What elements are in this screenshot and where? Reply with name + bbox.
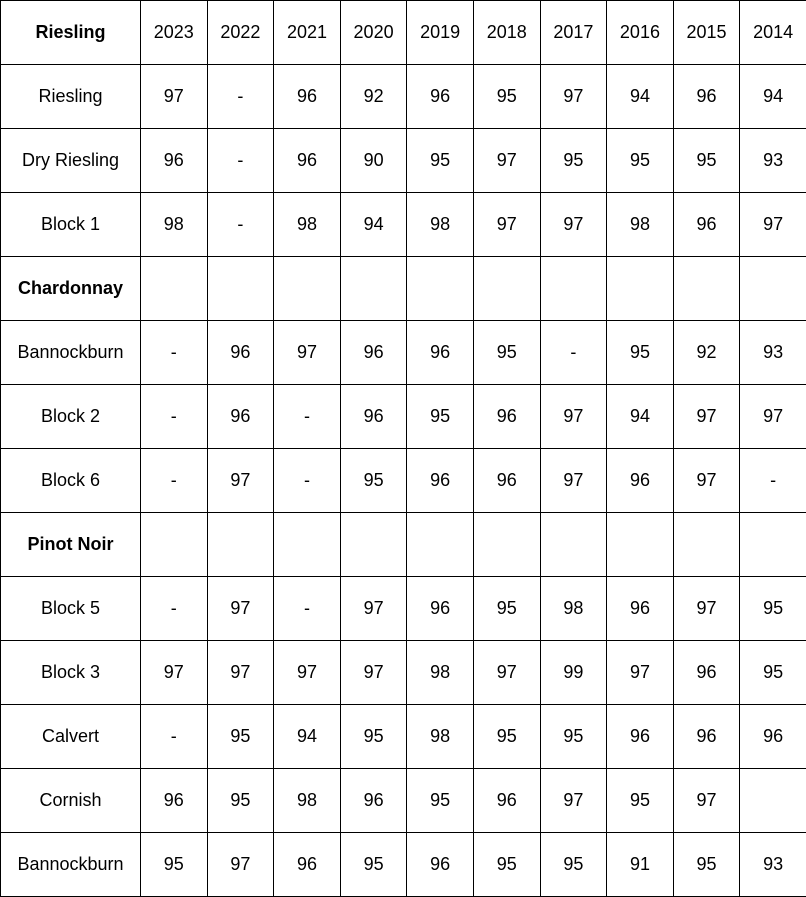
score-cell: 92 — [340, 65, 407, 129]
score-cell: 94 — [740, 65, 806, 129]
score-cell: - — [141, 321, 208, 385]
score-cell: 96 — [673, 193, 740, 257]
score-cell — [540, 513, 607, 577]
score-cell: - — [740, 449, 806, 513]
wine-row — [1, 65, 806, 129]
score-cell: 95 — [473, 65, 540, 129]
score-cell: 94 — [274, 705, 341, 769]
section-row — [1, 257, 806, 321]
section-row — [1, 513, 806, 577]
score-cell — [340, 257, 407, 321]
score-cell: 98 — [407, 193, 474, 257]
wine-row — [1, 705, 806, 769]
wine-label-cell: Block 6 — [1, 449, 141, 513]
score-cell: 97 — [673, 769, 740, 833]
score-cell: 96 — [407, 65, 474, 129]
wine-row — [1, 193, 806, 257]
section-label-cell: Pinot Noir — [1, 513, 141, 577]
year-header-cell: 2015 — [673, 1, 740, 65]
score-cell: 96 — [673, 65, 740, 129]
year-header-cell: 2016 — [607, 1, 674, 65]
score-cell: 97 — [673, 577, 740, 641]
wine-label-cell: Block 1 — [1, 193, 141, 257]
score-cell: 95 — [540, 833, 607, 897]
score-cell: 96 — [673, 641, 740, 705]
score-cell: 95 — [207, 705, 274, 769]
score-cell: - — [540, 321, 607, 385]
score-cell: 99 — [540, 641, 607, 705]
score-cell: 95 — [607, 129, 674, 193]
score-cell: 96 — [673, 705, 740, 769]
score-cell: 97 — [540, 65, 607, 129]
score-cell: 96 — [340, 385, 407, 449]
score-cell: 95 — [141, 833, 208, 897]
score-cell: - — [141, 705, 208, 769]
score-cell — [607, 513, 674, 577]
score-cell: 94 — [340, 193, 407, 257]
score-cell: - — [141, 577, 208, 641]
score-cell: 98 — [607, 193, 674, 257]
score-cell: 95 — [473, 577, 540, 641]
score-cell — [207, 513, 274, 577]
year-header-cell: 2022 — [207, 1, 274, 65]
score-cell: 98 — [407, 641, 474, 705]
score-cell — [740, 769, 806, 833]
year-header-cell: 2018 — [473, 1, 540, 65]
score-cell — [673, 257, 740, 321]
score-cell: 98 — [274, 193, 341, 257]
wine-row — [1, 129, 806, 193]
wine-label-cell: Bannockburn — [1, 321, 141, 385]
score-cell: 96 — [473, 769, 540, 833]
wine-row — [1, 385, 806, 449]
score-cell: 97 — [473, 641, 540, 705]
score-cell: 96 — [607, 705, 674, 769]
score-cell: - — [207, 65, 274, 129]
score-cell: 97 — [540, 449, 607, 513]
score-cell: 95 — [740, 577, 806, 641]
score-cell: 95 — [340, 705, 407, 769]
score-cell: 95 — [473, 833, 540, 897]
score-cell — [540, 257, 607, 321]
score-cell — [207, 257, 274, 321]
wine-label-cell: Cornish — [1, 769, 141, 833]
score-cell: 93 — [740, 833, 806, 897]
score-cell: 97 — [141, 65, 208, 129]
wine-label-cell: Block 5 — [1, 577, 141, 641]
score-cell: 95 — [407, 769, 474, 833]
score-cell — [473, 257, 540, 321]
score-cell — [141, 513, 208, 577]
score-cell: 96 — [407, 449, 474, 513]
score-cell: 96 — [274, 65, 341, 129]
score-cell: 95 — [407, 129, 474, 193]
score-cell: - — [274, 449, 341, 513]
score-cell: 95 — [340, 833, 407, 897]
score-cell: 96 — [607, 449, 674, 513]
score-cell: 92 — [673, 321, 740, 385]
score-cell: 97 — [207, 833, 274, 897]
year-header-cell: 2021 — [274, 1, 341, 65]
score-cell: 97 — [274, 321, 341, 385]
year-header-cell: 2017 — [540, 1, 607, 65]
score-cell: 96 — [274, 833, 341, 897]
score-cell: 97 — [340, 577, 407, 641]
score-cell: 97 — [473, 193, 540, 257]
score-cell: 96 — [141, 129, 208, 193]
score-cell: 96 — [141, 769, 208, 833]
score-cell: - — [207, 129, 274, 193]
score-cell — [141, 257, 208, 321]
score-cell: 96 — [274, 129, 341, 193]
score-cell — [340, 513, 407, 577]
score-cell: 95 — [607, 769, 674, 833]
wine-row — [1, 769, 806, 833]
score-cell: - — [141, 385, 208, 449]
score-cell: 95 — [540, 129, 607, 193]
score-cell: 95 — [673, 129, 740, 193]
year-header-cell: 2019 — [407, 1, 474, 65]
score-cell: 97 — [207, 449, 274, 513]
score-cell: 95 — [207, 769, 274, 833]
wine-row — [1, 449, 806, 513]
score-cell: 97 — [607, 641, 674, 705]
score-cell: 98 — [540, 577, 607, 641]
table-body — [1, 1, 806, 897]
score-cell: 97 — [673, 385, 740, 449]
header-label-cell: Riesling — [1, 1, 141, 65]
year-header-cell: 2020 — [340, 1, 407, 65]
score-cell: 97 — [540, 769, 607, 833]
score-cell: - — [274, 577, 341, 641]
wine-label-cell: Bannockburn — [1, 833, 141, 897]
score-cell: 96 — [407, 321, 474, 385]
score-cell — [740, 513, 806, 577]
score-cell: 97 — [540, 193, 607, 257]
score-cell: 95 — [407, 385, 474, 449]
score-cell — [740, 257, 806, 321]
score-cell: 91 — [607, 833, 674, 897]
score-cell: 96 — [740, 705, 806, 769]
score-cell: 97 — [274, 641, 341, 705]
wine-row — [1, 641, 806, 705]
score-cell: 96 — [607, 577, 674, 641]
score-cell: 96 — [340, 321, 407, 385]
score-cell: 96 — [340, 769, 407, 833]
score-cell: 94 — [607, 65, 674, 129]
score-cell — [274, 513, 341, 577]
score-cell: 93 — [740, 321, 806, 385]
wine-label-cell: Calvert — [1, 705, 141, 769]
score-cell: 98 — [141, 193, 208, 257]
score-cell: 96 — [407, 577, 474, 641]
score-cell: 97 — [207, 577, 274, 641]
score-cell: 95 — [740, 641, 806, 705]
score-cell: 95 — [673, 833, 740, 897]
score-cell: 98 — [407, 705, 474, 769]
score-cell: 90 — [340, 129, 407, 193]
wine-row — [1, 321, 806, 385]
wine-label-cell: Block 2 — [1, 385, 141, 449]
score-cell: - — [207, 193, 274, 257]
section-label-cell: Chardonnay — [1, 257, 141, 321]
score-cell: 95 — [340, 449, 407, 513]
score-cell: 97 — [740, 385, 806, 449]
wine-label-cell: Dry Riesling — [1, 129, 141, 193]
score-cell: 97 — [740, 193, 806, 257]
score-cell — [274, 257, 341, 321]
wine-label-cell: Block 3 — [1, 641, 141, 705]
score-cell: 97 — [141, 641, 208, 705]
score-cell: 95 — [607, 321, 674, 385]
score-cell: 96 — [407, 833, 474, 897]
year-header-cell: 2014 — [740, 1, 806, 65]
score-cell: 95 — [540, 705, 607, 769]
wine-row — [1, 833, 806, 897]
wine-label-cell: Riesling — [1, 65, 141, 129]
header-row — [1, 1, 806, 65]
score-cell: 93 — [740, 129, 806, 193]
wine-row — [1, 577, 806, 641]
score-cell: 96 — [473, 449, 540, 513]
score-cell: - — [274, 385, 341, 449]
score-cell — [407, 257, 474, 321]
score-cell: 97 — [473, 129, 540, 193]
score-cell: 98 — [274, 769, 341, 833]
year-header-cell: 2023 — [141, 1, 208, 65]
score-cell: 95 — [473, 321, 540, 385]
score-cell: 96 — [207, 385, 274, 449]
score-cell: 96 — [207, 321, 274, 385]
score-cell: 95 — [473, 705, 540, 769]
score-cell — [407, 513, 474, 577]
score-cell: 97 — [207, 641, 274, 705]
score-cell: 97 — [673, 449, 740, 513]
score-cell: - — [141, 449, 208, 513]
score-cell: 96 — [473, 385, 540, 449]
score-cell — [607, 257, 674, 321]
score-cell: 97 — [340, 641, 407, 705]
score-cell — [473, 513, 540, 577]
score-cell — [673, 513, 740, 577]
score-cell: 97 — [540, 385, 607, 449]
score-cell: 94 — [607, 385, 674, 449]
